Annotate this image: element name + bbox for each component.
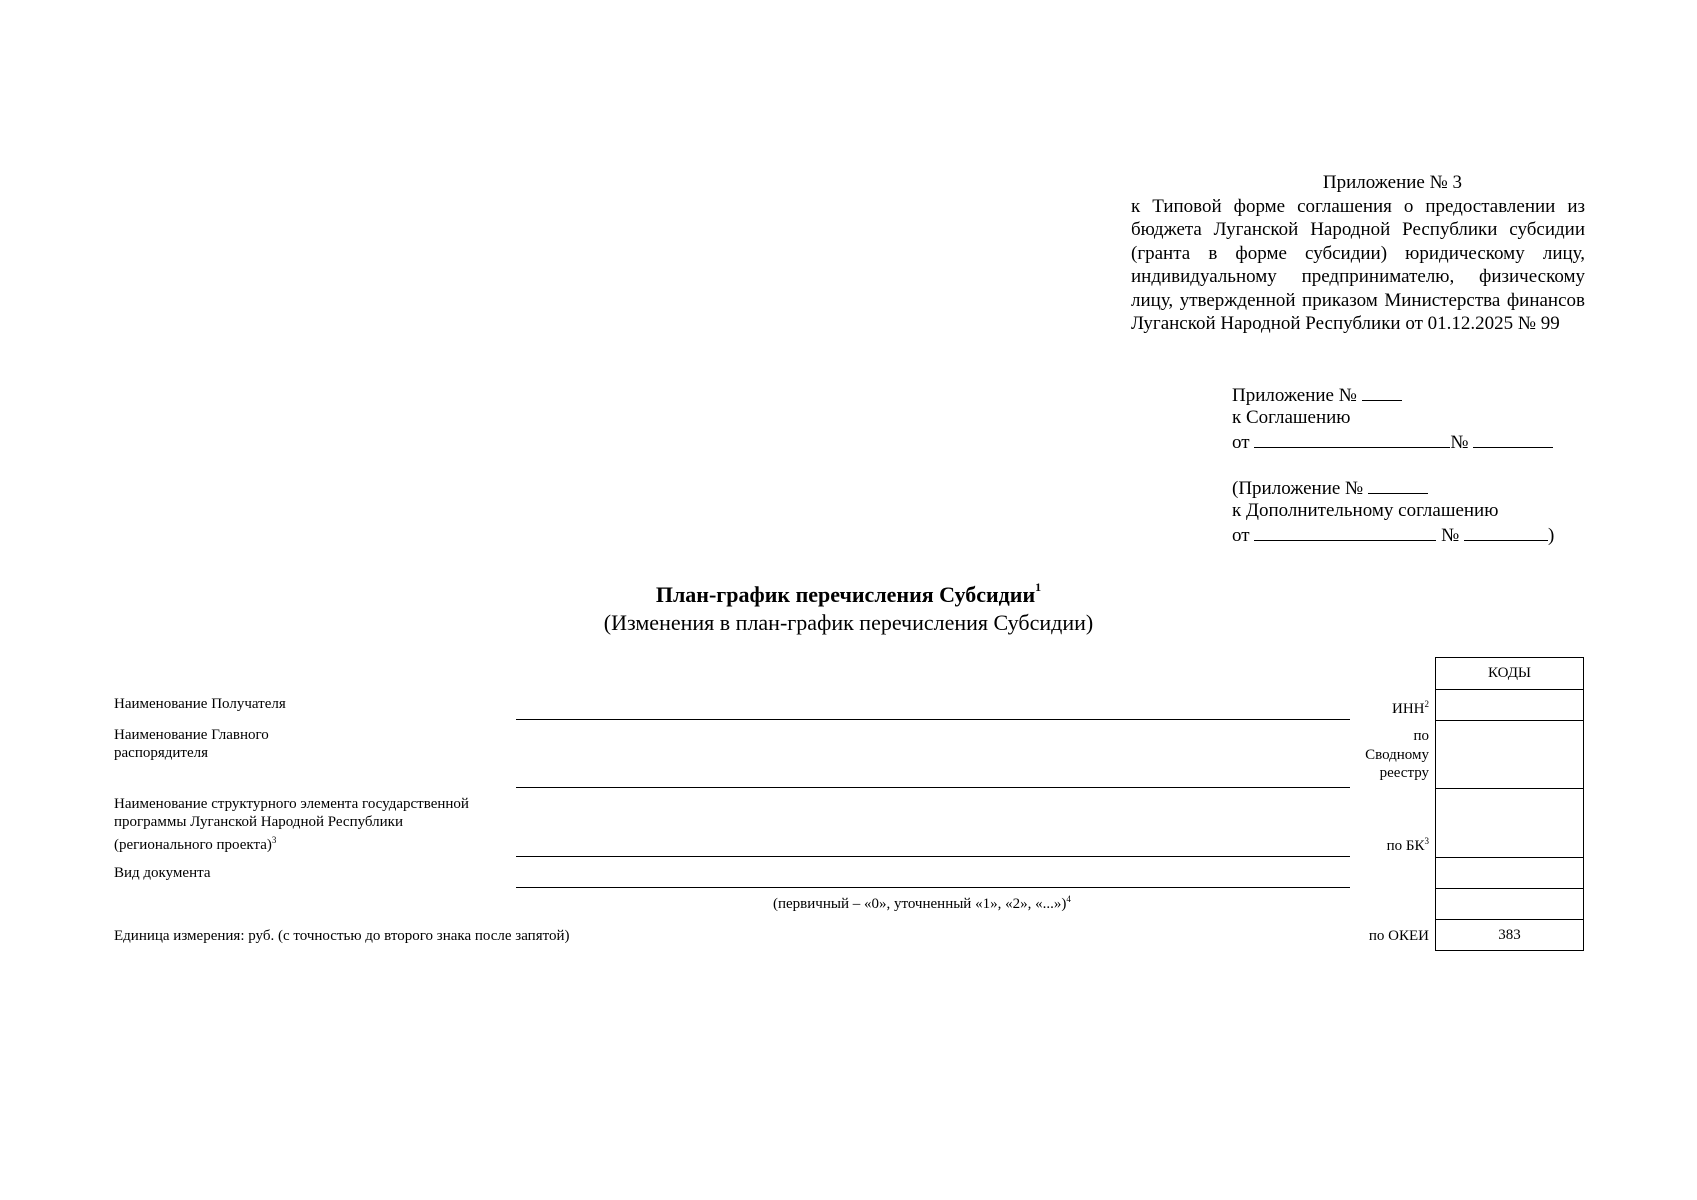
bk-label (1387, 832, 1429, 856)
program-label-line2: программы Луганской Народной Республики (114, 814, 403, 830)
title-footnote: 1 (1035, 579, 1042, 594)
additional-annex-number-blank[interactable] (1368, 476, 1428, 494)
program-footnote: 3 (271, 835, 277, 845)
additional-number-label: № (1441, 525, 1460, 546)
document-title-text: План-график перечисления Субсидии (655, 582, 1036, 607)
main-manager-label-line2: распорядителя (114, 745, 208, 761)
registry-label-line2: Сводному (1365, 746, 1429, 763)
okei-code-cell[interactable]: 383 (1436, 920, 1584, 951)
agreement-annex-number-label: Приложение № (1232, 385, 1357, 406)
agreement-number-blank[interactable] (1473, 430, 1553, 448)
registry-label-line1: по (1413, 728, 1429, 744)
document-subtitle: (Изменения в план-график перечисления Субсидии) (603, 610, 1094, 635)
appendix-title: Приложение № 3 (1322, 172, 1462, 193)
doc-type-hint-code-cell[interactable] (1436, 889, 1584, 920)
okei-label: по ОКЕИ (1368, 928, 1429, 944)
additional-date-label: от (1232, 525, 1250, 546)
agreement-annex-line1 (1232, 383, 1402, 407)
doc-type-label: Вид документа (114, 865, 211, 881)
doc-type-hint (773, 894, 1071, 913)
codes-header: КОДЫ (1436, 658, 1584, 690)
additional-annex-line2: к Дополнительному соглашению (1232, 500, 1499, 521)
main-manager-label-line1: Наименование Главного (114, 727, 269, 743)
program-label (114, 795, 469, 854)
bk-code-cell[interactable] (1436, 789, 1584, 858)
additional-annex-number-label: (Приложение № (1232, 478, 1364, 499)
additional-annex-line1 (1232, 476, 1428, 500)
registry-label-line3: реестру (1379, 765, 1429, 781)
recipient-label: Наименование Получателя (114, 696, 286, 712)
recipient-name-line[interactable] (516, 719, 1350, 720)
additional-annex-line3 (1232, 523, 1554, 547)
doc-type-code-cell[interactable] (1436, 858, 1584, 889)
agreement-annex-number-blank[interactable] (1362, 383, 1402, 401)
additional-close-paren: ) (1547, 525, 1555, 546)
inn-label (1392, 695, 1429, 719)
program-label-line1: Наименование структурного элемента государственной (114, 796, 469, 812)
program-label-line3-text: (регионального проекта) (114, 837, 272, 853)
inn-footnote: 2 (1424, 699, 1429, 709)
additional-number-blank[interactable] (1464, 523, 1548, 541)
bk-footnote: 3 (1424, 836, 1429, 846)
doc-type-hint-footnote: 4 (1066, 894, 1071, 904)
appendix-text: к Типовой форме соглашения о предоставлении из бюджета Луганской Народной Республики субсидии (гранта в форме субсидии) юридическому лицу, индивидуальному предпринимателю, физическому лицу, утвержденной приказом Министерства финансов Луганской Народной Республики от 01.12.2025 № 99 (1131, 196, 1585, 335)
doc-type-line[interactable] (516, 887, 1350, 888)
program-label-line3 (114, 831, 469, 854)
agreement-annex-line2: к Соглашению (1232, 407, 1351, 428)
codes-table (1435, 657, 1584, 951)
agreement-date-blank[interactable] (1254, 430, 1450, 448)
registry-label (1365, 727, 1429, 783)
registry-code-cell[interactable] (1436, 721, 1584, 789)
bk-label-text: по БК (1386, 838, 1425, 854)
document-title (0, 579, 1697, 608)
inn-code-cell[interactable] (1436, 690, 1584, 721)
program-name-line[interactable] (516, 856, 1350, 857)
agreement-date-label: от (1232, 432, 1250, 453)
doc-type-hint-text: (первичный – «0», уточненный «1», «2», «...») (773, 896, 1067, 912)
main-manager-name-line[interactable] (516, 787, 1350, 788)
main-manager-label (114, 726, 269, 762)
inn-label-text: ИНН (1392, 701, 1425, 717)
unit-label: Единица измерения: руб. (с точностью до второго знака после запятой) (114, 928, 570, 944)
additional-date-blank[interactable] (1254, 523, 1436, 541)
agreement-annex-line3 (1232, 430, 1553, 454)
agreement-number-label: № (1450, 432, 1469, 453)
